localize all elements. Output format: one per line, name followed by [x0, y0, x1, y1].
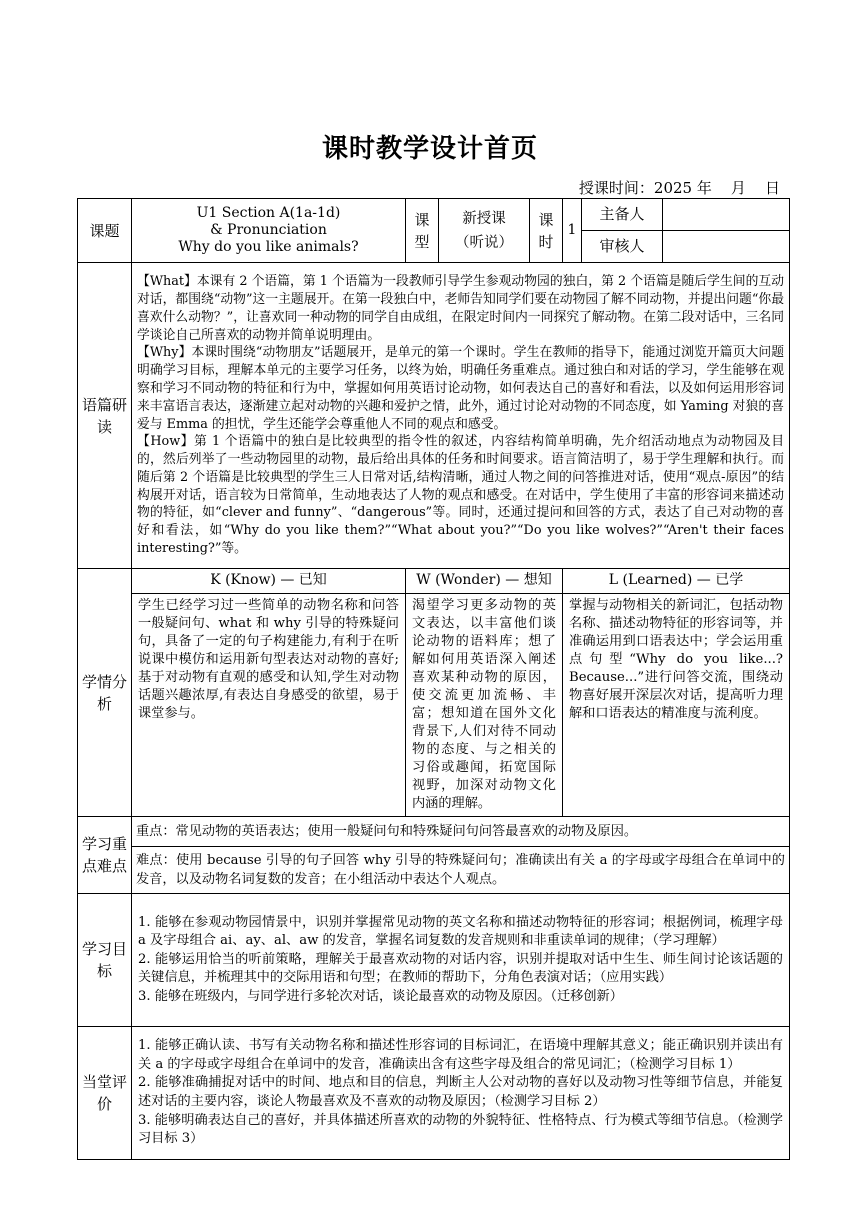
difficult-point-text: 难点：使用 because 引导的句子回答 why 引导的特殊疑问句；准确读出有关 a 的字母或字母组合在单词中的发音，以及动物名词复数的发音；在小组活动中表达个人观点。	[132, 847, 790, 894]
topic-label: 课题	[78, 199, 132, 263]
topic-line-1: U1 Section A(1a-1d)	[196, 205, 341, 221]
know-text: 学生已经学习过一些简单的动物名称和问答一般疑问句、what 和 why 引导的特殊疑问句，具备了一定的句子构建能力,有利于在听说课中模仿和运用新句型表达对动物的喜好;基于对动物有直观的感受和认知,学生对动物话题兴趣浓厚,有表达自身感受的欲望，易于课堂参与。	[132, 594, 406, 817]
topic-line-3: Why do you like animals?	[178, 239, 359, 255]
evaluation-item: 2. 能够准确捕捉对话中的时间、地点和目的信息，判断主人公对动物的喜好以及动物习性等细节信息，并能复述对话的主要内容，谈论人物最喜欢及不喜欢的动物及原因；（检测学习目标 2）	[138, 1075, 783, 1109]
wonder-text: 渴望学习更多动物的英文表达，以丰富他们谈论动物的语料库；想了解如何用英语深入阐述喜欢某种动物的原因，使交流更加流畅、丰富；想知道在国外文化背景下,人们对待不同动物的态度、与之相关的习俗或趣闻，拓宽国际视野，加深对动物文化内涵的理解。	[406, 594, 563, 817]
objectives-label: 学习目标	[78, 894, 132, 1027]
why-paragraph: 【Why】本课时围绕“动物朋友”话题展开，是单元的第一个课时。学生在教师的指导下，能通过浏览开篇页大问题明确学习目标，理解本单元的主要学习任务，以终为始，明确任务重难点。通过独白和对话的学习，学生能够在观察和学习不同动物的特征和行为中，掌握如何用英语讨论动物，如何表达自己的喜好和看法，以及如何运用形容词来丰富语言表达，逐渐建立起对动物的兴趣和爱护之情，此外，通过讨论对动物的不同态度，如 Yaming 对狼的喜爱与 Emma 的担忧，学生还能学会尊重他人不同的观点和感受。	[137, 345, 784, 432]
what-paragraph: 【What】本课有 2 个语篇，第 1 个语篇为一段教师引导学生参观动物园的独白，第 2 个语篇是随后学生间的互动对话，都围绕“动物”这一主题展开。在第一段独白中，老师告知同学们要在动物园了解不同动物，并提出问题“你最喜欢什么动物？”，让喜欢同一种动物的同学自由成组，在限定时间内一同探究了解动物。在第二段对话中，三名同学谈论自己所喜欢的动物并简单说明理由。	[137, 274, 784, 343]
objective-item: 1. 能够在参观动物园情景中，识别并掌握常见动物的英文名称和描述动物特征的形容词；根据例词，梳理字母 a 及字母组合 ai、ay、al、aw 的发音，掌握名词复数的发音规则和非重读单词的规律；（学习理解）	[138, 914, 783, 949]
learned-header: L (Learned) — 已学	[563, 569, 790, 594]
topic-cell	[132, 199, 406, 263]
evaluation-content	[132, 1027, 790, 1160]
objective-item: 2. 能够运用恰当的听前策略，理解关于最喜欢动物的对话内容，识别并提取对话中生生、师生间讨论该话题的关键信息，并梳理其中的交际用语和句型；在教师的帮助下，分角色表演对话；（应用实践）	[138, 951, 783, 986]
evaluation-label: 当堂评价	[78, 1027, 132, 1160]
objectives-content	[132, 894, 790, 1027]
text-study-content	[132, 263, 790, 569]
how-paragraph: 【How】第 1 个语篇中的独白是比较典型的指令性的叙述，内容结构简单明确，先介绍活动地点为动物园及目的，然后列举了一些动物园里的动物，最后给出具体的任务和时间要求。语言简洁明了，易于学生理解和执行。而随后第 2 个语篇是比较典型的学生三人日常对话,结构清晰，通过人物之间的问答推进对话，使用“观点-原因”的结构展开对话，语言较为日常简单，生动地表达了人物的观点和感受。在对话中，学生使用了丰富的形容词来描述动物的特征，如“clever and funny”、“dangerous”等。同时，还通过提问和回答的方式，表达了自己对动物的喜好和看法，如“Why do you like them?”“What about you?”“Do you like wolves?”“Aren't their faces interesting?”等。	[137, 434, 784, 557]
preparer-label: 主备人	[582, 199, 663, 231]
know-header: K (Know) — 已知	[132, 569, 406, 594]
teaching-date: 授课时间：2025 年 月 日	[578, 179, 780, 197]
wonder-header: W (Wonder) — 想知	[406, 569, 563, 594]
lesson-type-label: 课型	[406, 199, 439, 263]
preparer-value	[663, 199, 790, 231]
reviewer-value	[663, 231, 790, 263]
period-value: 1	[563, 199, 582, 263]
topic-line-2: & Pronunciation	[210, 222, 327, 238]
lesson-type-value: 新授课（听说）	[439, 199, 530, 263]
key-points-label: 学习重点难点	[78, 817, 132, 894]
evaluation-item: 3. 能够明确表达自己的喜好，并具体描述所喜欢的动物的外貌特征、性格特点、行为模式等细节信息。（检测学习目标 3）	[138, 1112, 783, 1147]
reviewer-label: 审核人	[582, 231, 663, 263]
learned-text: 掌握与动物相关的新词汇，包括动物名称、描述动物特征的形容词等，并准确运用到口语表达中；学会运用重点句型“Why do you like...? Because...”进行问答交流，围绕动物喜好展开深层次对话，提高听力理解和口语表达的精准度与流利度。	[563, 594, 790, 817]
objective-item: 3. 能够在班级内，与同学进行多轮次对话，谈论最喜欢的动物及原因。（迁移创新）	[138, 988, 623, 1004]
period-label: 课时	[530, 199, 563, 263]
evaluation-item: 1. 能够正确认读、书写有关动物名称和描述性形容词的目标词汇，在语境中理解其意义；能正确识别并读出有关 a 的字母或字母组合在单词中的发音，准确读出含有这些字母及组合的常见词汇；（检测学习目标 1）	[138, 1038, 783, 1072]
key-point-text: 重点：常见动物的英语表达；使用一般疑问句和特殊疑问句问答最喜欢的动物及原因。	[132, 817, 790, 847]
analysis-label: 学情分析	[78, 569, 132, 817]
text-study-label: 语篇研读	[78, 263, 132, 569]
lesson-design-table	[77, 198, 789, 1160]
page-title: 课时教学设计首页	[321, 134, 538, 164]
